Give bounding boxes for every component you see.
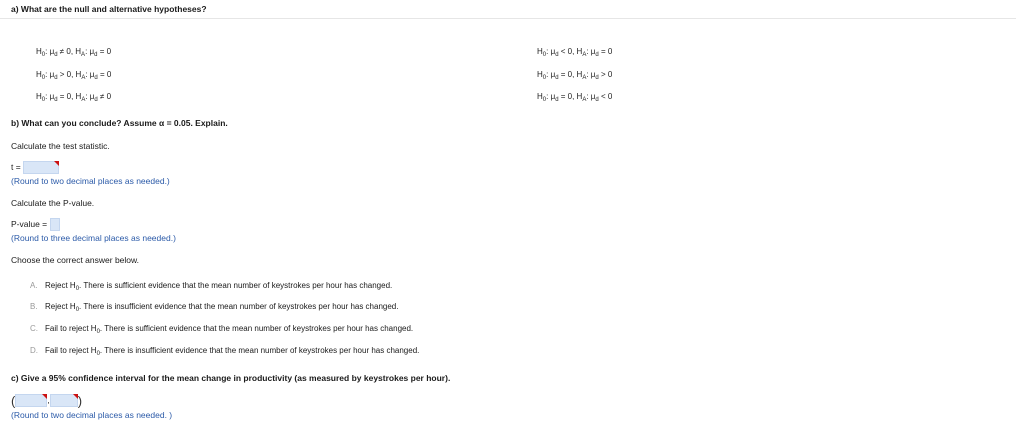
flag-icon [73,394,78,399]
p-value-input[interactable] [50,218,60,231]
close-paren: ) [77,393,83,409]
flag-icon [42,394,47,399]
p-value-label: P-value = [11,219,48,229]
question-c: c) Give a 95% confidence interval for the mean change in productivity (as measured by keystrokes per hour). [11,373,451,383]
p-round-hint: (Round to three decimal places as needed.) [11,233,176,243]
hypothesis-option-right-2[interactable]: $H_0$: $\mu_d = 0$, $H_A$: $\mu_d > 0$ [537,70,613,81]
question-a: a) What are the null and alternative hypotheses? [11,4,207,14]
open-paren: ( [11,393,16,409]
t-stat-input[interactable] [23,161,59,174]
t-round-hint: (Round to two decimal places as needed.) [11,176,170,186]
choice-d[interactable]: D. Fail to reject $H_0$. There is insufficient evidence that the mean number of keystrokes per hour has changed. [30,346,420,357]
t-stat-row [11,160,59,174]
ci-lower-input[interactable] [15,394,50,407]
p-value-row [11,217,60,231]
hypothesis-option-left-2[interactable]: $H_0$: $\mu_d > 0$, $H_A$: $\mu_d = 0$ [36,70,112,81]
question-b: b) What can you conclude? Assume α = 0.05. Explain. [11,118,228,128]
calc-t-instruction: Calculate the test statistic. [11,141,110,151]
ci-upper-input[interactable] [50,394,78,407]
hypothesis-option-left-1[interactable]: $H_0$: $\mu_d \ne 0$, $H_A$: $\mu_d = 0$ [36,47,112,58]
calc-p-instruction: Calculate the P-value. [11,198,95,208]
hypothesis-option-left-3[interactable]: $H_0$: $\mu_d = 0$, $H_A$: $\mu_d \ne 0$ [36,92,112,103]
choice-c[interactable]: C. Fail to reject $H_0$. There is sufficient evidence that the mean number of keystrokes per hour has changed. [30,324,414,335]
choose-instruction: Choose the correct answer below. [11,255,140,265]
hypothesis-option-right-1[interactable]: $H_0$: $\mu_d < 0$, $H_A$: $\mu_d = 0$ [537,47,613,58]
confidence-interval-row [11,393,82,407]
ci-comma: , [47,395,50,405]
t-label: t = [11,162,21,172]
hypothesis-option-right-3[interactable]: $H_0$: $\mu_d = 0$, $H_A$: $\mu_d < 0$ [537,92,613,103]
choice-a[interactable]: A. Reject $H_0$. There is sufficient evidence that the mean number of keystrokes per hour has changed. [30,281,393,292]
ci-round-hint: (Round to two decimal places as needed. ) [11,410,173,420]
top-divider [0,18,1016,19]
flag-icon [54,161,59,166]
choice-b[interactable]: B. Reject $H_0$. There is insufficient evidence that the mean number of keystrokes per hour has changed. [30,302,399,313]
